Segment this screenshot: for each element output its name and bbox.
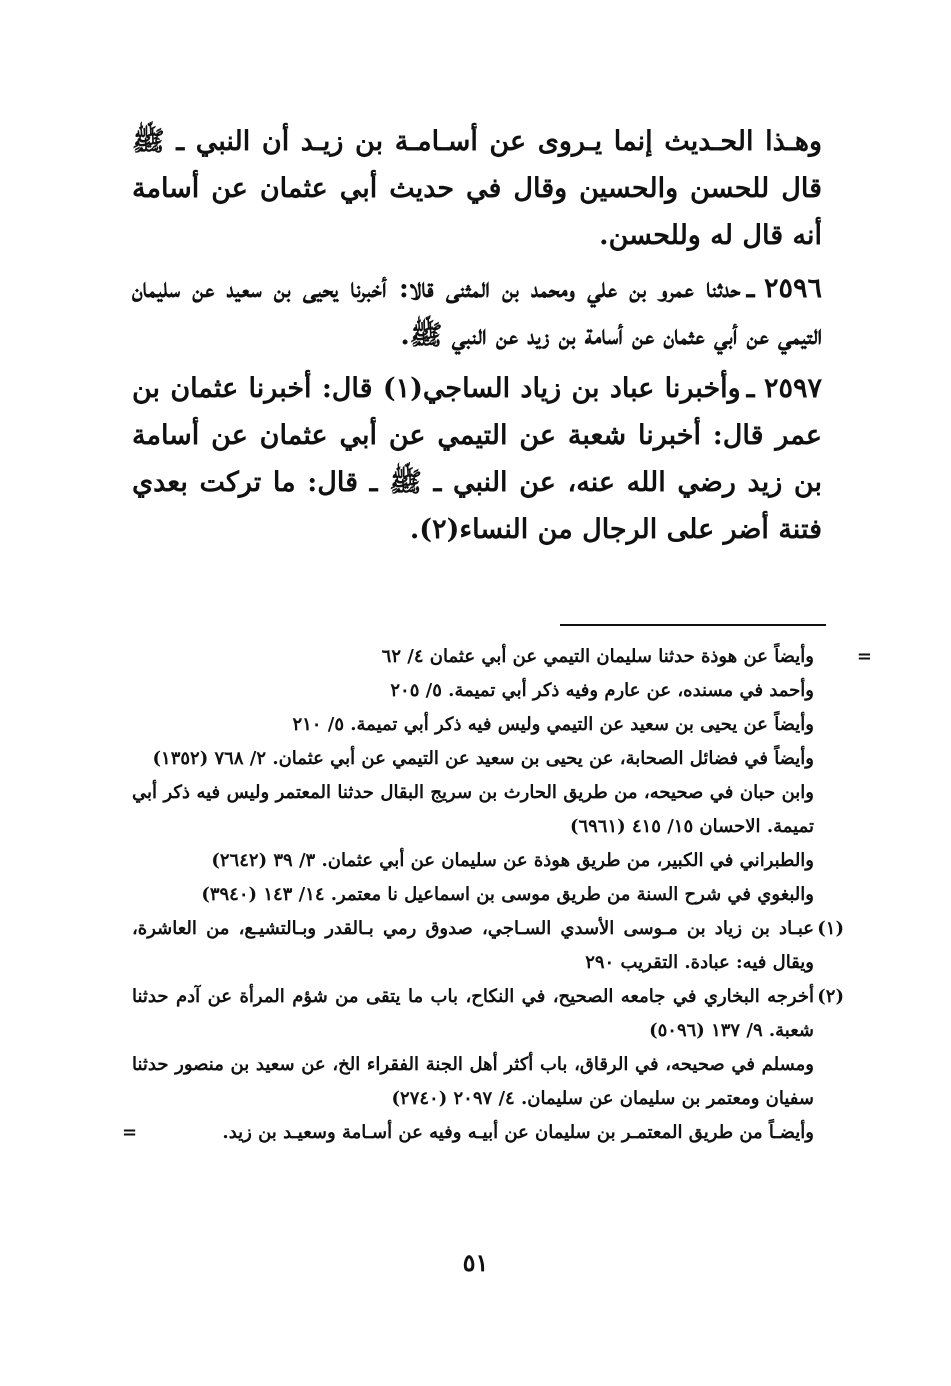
- hadith-2597: [132, 365, 822, 553]
- footnote-2-line: ومسلم في صحيحه، في الرقاق، باب أكثر أهل الجنة الفقراء الخ، عن سعيد بن منصور حدثنا سفيان ومعتمر بن سليمان عن سليمان. ٤/ ٢٠٩٧ (٢٧٤٠): [132, 1054, 814, 1109]
- footnote-continued-line: وابن حبان في صحيحه، من طريق الحارث بن سريج البقال حدثنا المعتمر وليس فيه ذكر أبي تميمة. الاحسان ١٥/ ٤١٥ (٦٩٦١): [132, 782, 814, 837]
- main-text: [132, 118, 822, 559]
- footnote-2: (٢) أخرجه البخاري في جامعه الصحيح، في النكاح، باب ما يتقى من شؤم المرأة عن آدم حدثنا شعبة. ٩/ ١٣٧ (٥٠٩٦): [132, 980, 844, 1048]
- footnote-2-line: وأيضـاً من طريق المعتمـر بن سليمان عن أبيـه وفيه عن أسـامة وسعيـد بن زيد. =: [132, 1116, 844, 1150]
- footnote-1: (١) عبـاد بن زياد بن مـوسى الأسدي السـاجي، صدوق رمي بـالقدر وبـالتشيـع، من العاشرة، ويقال فيه: عبادة. التقريب ٢٩٠: [132, 912, 844, 980]
- paragraph-1: وهـذا الحـديث إنما يـروى عن أسـامـة بن زيـد أن النبي ـ ﷺ قال للحسن والحسين وقال في حديث أبي عثمان عن أسامة أنه قال له وللحسن.: [132, 126, 822, 251]
- hadith-2596: [132, 265, 822, 359]
- footnote-continued-line: والبغوي في شرح السنة من طريق موسى بن اسماعيل نا معتمر. ١٤/ ١٤٣ (٣٩٤٠): [201, 884, 814, 905]
- hadith-text: حدثنا عمرو بن علي ومحمد بن المثنى قالا: أخبرنا يحيى بن سعيد عن سليمان التيمي عن أبي عثمان عن أسامة بن زيد عن النبي ﷺ.: [132, 273, 822, 351]
- footnote-continued-line: وأيضاً في فضائل الصحابة، عن يحيى بن سعيد عن التيمي عن أبي عثمان. ٢/ ٧٦٨ (١٣٥٢): [152, 748, 814, 769]
- footnote-continued-line: وأحمد في مسنده، عن عارم وفيه ذكر أبي تميمة. ٥/ ٢٠٥: [390, 680, 814, 701]
- hadith-number: ٢٥٩٧ ـ: [746, 373, 822, 404]
- continuation-mark: =: [122, 1122, 138, 1143]
- footnotes: [122, 640, 872, 1150]
- footnote-number: (١): [817, 918, 844, 939]
- footnote-number: (٢): [817, 986, 844, 1007]
- footnote-continued-line: = وأيضاً عن هوذة حدثنا سليمان التيمي عن أبي عثمان ٤/ ٦٢: [132, 640, 844, 674]
- continuation-mark: =: [856, 646, 872, 667]
- footnote-divider: [560, 624, 826, 626]
- footnote-continued-line: وأيضاً عن يحيى بن سعيد عن التيمي وليس فيه ذكر أبي تميمة. ٥/ ٢١٠: [292, 714, 814, 735]
- page-number: ٥١: [462, 1248, 489, 1277]
- footnote-continued-line: والطبراني في الكبير، من طريق هوذة عن سليمان عن أبي عثمان. ٣/ ٣٩ (٢٦٤٢): [211, 850, 814, 871]
- hadith-number: ٢٥٩٦ ـ: [746, 273, 822, 304]
- hadith-text: وأخبرنا عباد بن زياد الساجي(١) قال: أخبرنا عثمان بن عمر قال: أخبرنا شعبة عن التيمي عن أبي عثمان عن أسامة بن زيد رضي الله عنه، عن النبي ـ ﷺ ـ قال: ما تركت بعدي فتنة أضر على الرجال من النساء(٢).: [132, 373, 822, 545]
